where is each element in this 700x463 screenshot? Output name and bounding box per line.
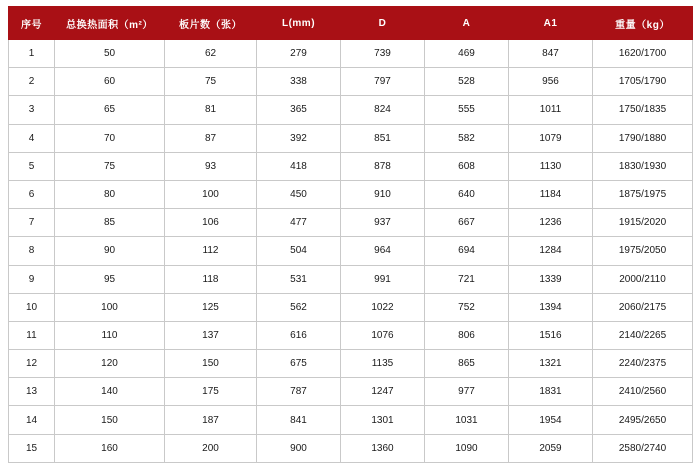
cell-index: 9 [9, 265, 55, 293]
cell-d: 1135 [341, 350, 425, 378]
specification-table [8, 6, 693, 463]
cell-plate-count: 175 [165, 378, 257, 406]
column-header-length: L(mm) [257, 7, 341, 40]
cell-d: 1247 [341, 378, 425, 406]
cell-a: 555 [425, 96, 509, 124]
cell-a1: 1516 [509, 321, 593, 349]
cell-d: 1301 [341, 406, 425, 434]
cell-index: 14 [9, 406, 55, 434]
cell-a: 721 [425, 265, 509, 293]
cell-d: 824 [341, 96, 425, 124]
cell-a1: 1130 [509, 152, 593, 180]
cell-length: 418 [257, 152, 341, 180]
cell-weight: 2410/2560 [593, 378, 693, 406]
cell-plate-count: 200 [165, 434, 257, 462]
table-row [9, 152, 693, 180]
cell-plate-count: 187 [165, 406, 257, 434]
table-row [9, 265, 693, 293]
column-header-weight: 重量（kg） [593, 7, 693, 40]
cell-length: 787 [257, 378, 341, 406]
cell-index: 11 [9, 321, 55, 349]
column-header-d: D [341, 7, 425, 40]
table-row [9, 406, 693, 434]
cell-length: 450 [257, 180, 341, 208]
cell-index: 7 [9, 209, 55, 237]
cell-d: 1076 [341, 321, 425, 349]
cell-total-heat-area: 50 [55, 40, 165, 68]
cell-weight: 1620/1700 [593, 40, 693, 68]
column-header-index: 序号 [9, 7, 55, 40]
cell-plate-count: 93 [165, 152, 257, 180]
cell-index: 8 [9, 237, 55, 265]
cell-d: 878 [341, 152, 425, 180]
cell-d: 851 [341, 124, 425, 152]
cell-index: 3 [9, 96, 55, 124]
cell-a: 608 [425, 152, 509, 180]
cell-a: 528 [425, 68, 509, 96]
table-row [9, 237, 693, 265]
table-row [9, 378, 693, 406]
cell-a1: 956 [509, 68, 593, 96]
cell-a: 806 [425, 321, 509, 349]
cell-plate-count: 100 [165, 180, 257, 208]
cell-total-heat-area: 95 [55, 265, 165, 293]
cell-a1: 1236 [509, 209, 593, 237]
table-row [9, 68, 693, 96]
cell-a: 694 [425, 237, 509, 265]
table-row [9, 209, 693, 237]
cell-a: 865 [425, 350, 509, 378]
cell-a: 1031 [425, 406, 509, 434]
cell-a: 640 [425, 180, 509, 208]
cell-total-heat-area: 60 [55, 68, 165, 96]
cell-length: 531 [257, 265, 341, 293]
cell-a1: 1954 [509, 406, 593, 434]
cell-index: 15 [9, 434, 55, 462]
table-row [9, 40, 693, 68]
cell-a1: 1184 [509, 180, 593, 208]
cell-total-heat-area: 70 [55, 124, 165, 152]
cell-a: 667 [425, 209, 509, 237]
cell-weight: 1915/2020 [593, 209, 693, 237]
cell-plate-count: 106 [165, 209, 257, 237]
cell-d: 1022 [341, 293, 425, 321]
cell-length: 562 [257, 293, 341, 321]
cell-d: 739 [341, 40, 425, 68]
cell-weight: 2495/2650 [593, 406, 693, 434]
cell-index: 4 [9, 124, 55, 152]
cell-weight: 1830/1930 [593, 152, 693, 180]
cell-weight: 1975/2050 [593, 237, 693, 265]
cell-length: 675 [257, 350, 341, 378]
cell-weight: 1705/1790 [593, 68, 693, 96]
cell-plate-count: 62 [165, 40, 257, 68]
cell-index: 2 [9, 68, 55, 96]
cell-total-heat-area: 110 [55, 321, 165, 349]
cell-index: 12 [9, 350, 55, 378]
cell-total-heat-area: 150 [55, 406, 165, 434]
table-body [9, 40, 693, 463]
cell-plate-count: 118 [165, 265, 257, 293]
cell-total-heat-area: 90 [55, 237, 165, 265]
cell-a: 582 [425, 124, 509, 152]
cell-a1: 2059 [509, 434, 593, 462]
cell-length: 841 [257, 406, 341, 434]
cell-d: 991 [341, 265, 425, 293]
cell-total-heat-area: 140 [55, 378, 165, 406]
cell-index: 10 [9, 293, 55, 321]
table-row [9, 434, 693, 462]
cell-a: 1090 [425, 434, 509, 462]
cell-index: 1 [9, 40, 55, 68]
cell-a1: 1011 [509, 96, 593, 124]
cell-total-heat-area: 160 [55, 434, 165, 462]
cell-a1: 1079 [509, 124, 593, 152]
cell-length: 365 [257, 96, 341, 124]
column-header-a: A [425, 7, 509, 40]
column-header-a1: A1 [509, 7, 593, 40]
cell-weight: 1790/1880 [593, 124, 693, 152]
table-row [9, 180, 693, 208]
cell-total-heat-area: 85 [55, 209, 165, 237]
cell-total-heat-area: 80 [55, 180, 165, 208]
cell-a1: 1284 [509, 237, 593, 265]
cell-length: 477 [257, 209, 341, 237]
cell-d: 964 [341, 237, 425, 265]
cell-weight: 2140/2265 [593, 321, 693, 349]
cell-total-heat-area: 65 [55, 96, 165, 124]
cell-total-heat-area: 120 [55, 350, 165, 378]
table-row [9, 293, 693, 321]
cell-a1: 1394 [509, 293, 593, 321]
cell-plate-count: 125 [165, 293, 257, 321]
cell-weight: 2060/2175 [593, 293, 693, 321]
table-header [9, 7, 693, 40]
table-header-row [9, 7, 693, 40]
table-row [9, 96, 693, 124]
cell-length: 279 [257, 40, 341, 68]
table-row [9, 350, 693, 378]
cell-length: 616 [257, 321, 341, 349]
cell-total-heat-area: 100 [55, 293, 165, 321]
cell-d: 910 [341, 180, 425, 208]
table-row [9, 124, 693, 152]
cell-plate-count: 87 [165, 124, 257, 152]
cell-length: 504 [257, 237, 341, 265]
cell-weight: 1750/1835 [593, 96, 693, 124]
cell-weight: 2000/2110 [593, 265, 693, 293]
cell-a1: 1339 [509, 265, 593, 293]
cell-length: 900 [257, 434, 341, 462]
cell-plate-count: 137 [165, 321, 257, 349]
cell-plate-count: 112 [165, 237, 257, 265]
cell-weight: 1875/1975 [593, 180, 693, 208]
cell-a: 752 [425, 293, 509, 321]
cell-a1: 1321 [509, 350, 593, 378]
cell-a1: 847 [509, 40, 593, 68]
cell-length: 338 [257, 68, 341, 96]
cell-plate-count: 75 [165, 68, 257, 96]
cell-weight: 2240/2375 [593, 350, 693, 378]
cell-index: 13 [9, 378, 55, 406]
cell-index: 6 [9, 180, 55, 208]
cell-index: 5 [9, 152, 55, 180]
cell-length: 392 [257, 124, 341, 152]
cell-plate-count: 150 [165, 350, 257, 378]
column-header-total-heat-area: 总换热面积（m²） [55, 7, 165, 40]
cell-d: 797 [341, 68, 425, 96]
cell-weight: 2580/2740 [593, 434, 693, 462]
cell-d: 937 [341, 209, 425, 237]
cell-total-heat-area: 75 [55, 152, 165, 180]
cell-d: 1360 [341, 434, 425, 462]
column-header-plate-count: 板片数（张） [165, 7, 257, 40]
cell-a1: 1831 [509, 378, 593, 406]
table-row [9, 321, 693, 349]
cell-a: 469 [425, 40, 509, 68]
cell-plate-count: 81 [165, 96, 257, 124]
cell-a: 977 [425, 378, 509, 406]
